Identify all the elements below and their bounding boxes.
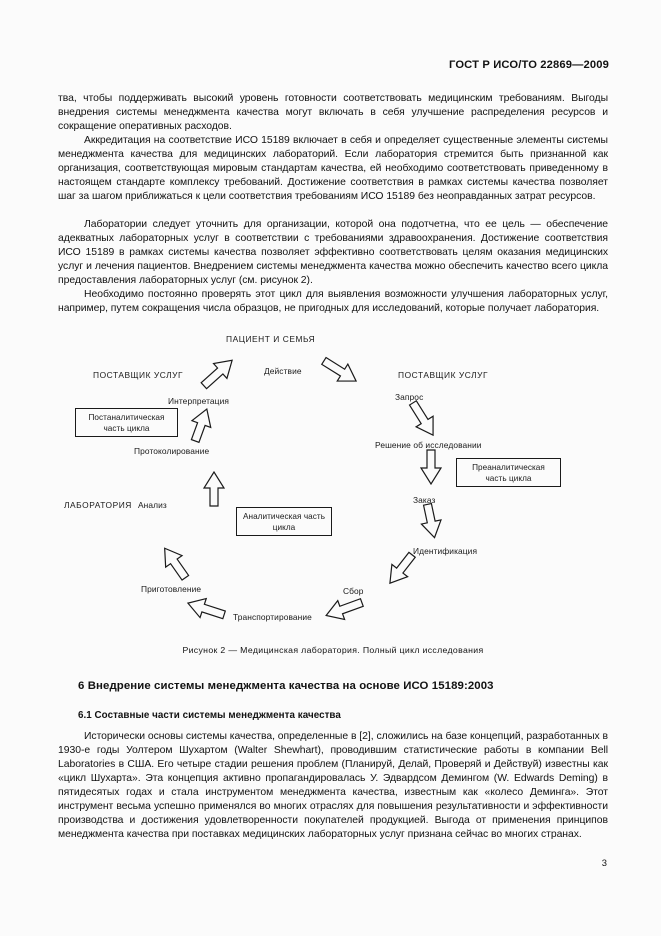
figure-arrow-preparation-to-analysis	[155, 541, 195, 585]
figure-label-patient-family: ПАЦИЕНТ И СЕМЬЯ	[226, 334, 316, 344]
figure-label-decision: Решение об исследовании	[375, 440, 482, 450]
paragraph-block-5	[58, 730, 608, 842]
figure-arrow-action-to-request	[317, 351, 363, 391]
figure-label-provider-right: ПОСТАВЩИК УСЛУГ	[398, 370, 489, 380]
paragraph-text: Лаборатории следует уточнить для организации, которой она подотчетна, что ее цель — обеспечение адекватных лабораторных услуг в соответствии с требованиями здравоохранения. Достижение соответствия ИСО 15189 в рамках системы качества позволяет эффективно соответствовать целям оказания медицинских услуг и лечения пациентов. Внедрением системы менеджмента качества можно обеспечить качество всего цикла предоставления лабораторных услуг (см. рисунок 2).	[58, 219, 608, 287]
paragraph-text: Аккредитация на соответствие ИСО 15189 включает в себя и определяет существенные элементы системы менеджмента качества для медицинских лабораторий. Если лаборатория стремится быть признанной как организация, соответствующая мировым стандартам качества, ей необходимо соответствовать приведенному в настоящем стандарте комплексу требований. Достижение соответствия в рамках системы качества позволяет шаг за шагом приближаться к цели соответствия требованиям ИСО 15189 без неоправданных затрат ресурсов.	[58, 135, 608, 203]
figure-label-identification: Идентификация	[413, 546, 478, 556]
figure-arrow-collection-to-transport	[321, 592, 366, 626]
figure-caption: Рисунок 2 — Медицинская лаборатория. Полный цикл исследования	[182, 645, 484, 655]
figure-arrow-interpretation-to-action	[196, 351, 240, 394]
figure-label-analysis: Анализ	[138, 500, 167, 510]
figure-label-preparation: Приготовление	[141, 584, 202, 594]
figure-arrow-order-to-identification	[416, 501, 445, 541]
paragraph-text: Исторически основы системы качества, определенные в [2], сложились на базе концепций, разработанных в 1930-е годы Уолтером Шухартом (Walter Shewhart), проводившим статистические работы в компании Bell Laboratories в США. Его четыре стадии решения проблем (Планируй, Делай, Проверяй и Действуй) известны как «цикл Шухарта». Эта концепция активно пропагандировалась У. Эдвардсом Демингом (W. Edwards Deming) в пятидесятых годах и стала инструментом менеджмента качества, известным как «колесо Деминга». Этот инструмент весьма успешно применялся во многих отраслях для повышения результативности и эффективности производства и достижения удовлетворенности покупателей продукцией. Выгода от применения принципов менеджмента качества при поставках медицинских лабораторных услуг признана сейчас во многих странах.	[58, 731, 608, 841]
figure-arrow-analysis-to-protocol	[203, 471, 225, 507]
paragraph-block-1	[58, 92, 608, 134]
figure-arrow-transport-to-preparation	[184, 592, 229, 625]
figure-label-order: Заказ	[413, 495, 436, 505]
figure-label-laboratory: ЛАБОРАТОРИЯ	[64, 500, 132, 510]
paragraph-block-2	[58, 134, 608, 204]
figure-arrow-request-to-decision	[403, 396, 443, 442]
paragraph-block-3	[58, 218, 608, 288]
figure-label-protocol: Протоколирование	[134, 446, 210, 456]
paragraph-text: Необходимо постоянно проверять этот цикл для выявления возможности улучшения лабораторных услуг, например, путем сокращения числа образцов, не пригодных для исследований, которые получает лаборатория.	[58, 289, 608, 315]
page-number: 3	[601, 857, 607, 868]
figure-label-request: Запрос	[395, 392, 424, 402]
figure-box-analytical: Аналитическая часть цикла	[236, 507, 332, 536]
paragraph-block-4	[58, 288, 608, 316]
figure-2-diagram	[58, 330, 608, 640]
figure-box-preanalytical: Преаналитическая часть цикла	[456, 458, 561, 487]
figure-label-action: Действие	[264, 366, 302, 376]
figure-box-postanalytical: Постаналитическая часть цикла	[75, 408, 178, 437]
figure-label-interpretation: Интерпретация	[168, 396, 229, 406]
running-header: ГОСТ Р ИСО/ТО 22869—2009	[448, 59, 609, 71]
heading-section-6-1: 6.1 Составные части системы менеджмента качества	[78, 710, 341, 721]
figure-label-transport: Транспортирование	[233, 612, 312, 622]
figure-arrow-decision-to-order	[420, 449, 442, 485]
figure-label-provider-left: ПОСТАВЩИК УСЛУГ	[93, 370, 184, 380]
figure-arrow-protocol-to-interpretation	[185, 404, 218, 445]
figure-label-collection: Сбор	[343, 586, 364, 596]
paragraph-text: тва, чтобы поддерживать высокий уровень готовности соответствовать медицинским требованиям. Выгоды внедрения системы менеджмента качества могут включать в себя улучшение распределения ресурсов и сокращение оперативных расходов.	[58, 93, 608, 133]
heading-section-6: 6 Внедрение системы менеджмента качества на основе ИСО 15189:2003	[78, 680, 494, 692]
